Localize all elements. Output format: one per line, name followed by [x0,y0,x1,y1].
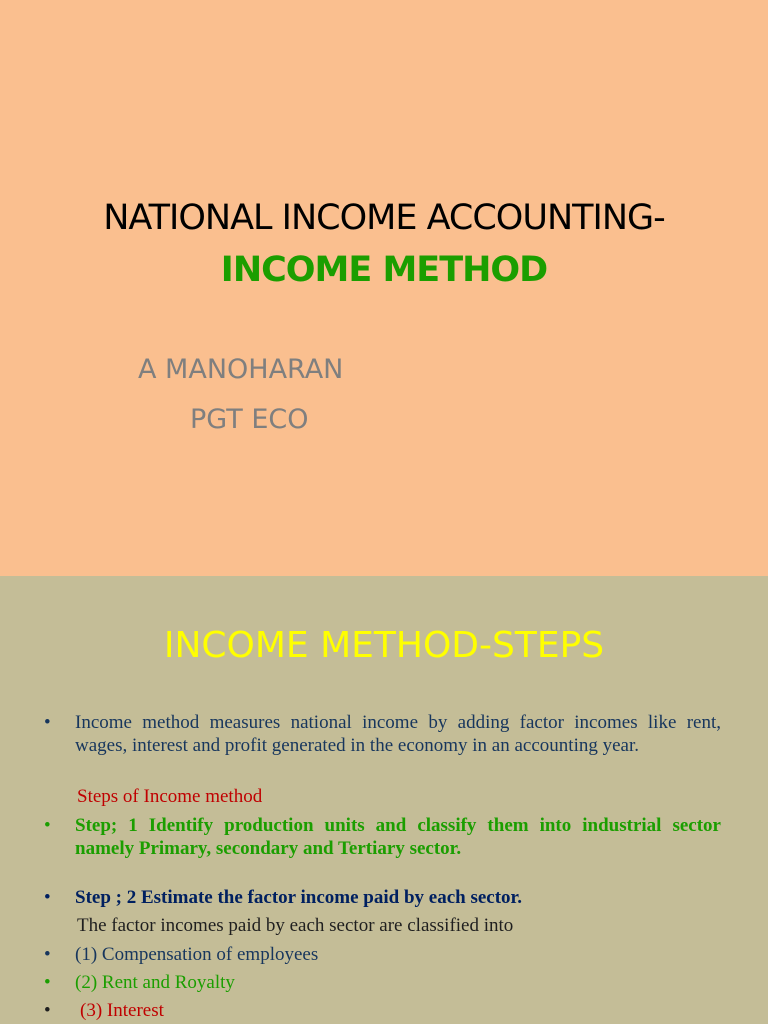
slide-title [0,192,768,296]
author-name: A MANOHARAN [138,354,344,385]
factor-item-2: (2) Rent and Royalty [75,972,235,993]
factor-item-1: (1) Compensation of employees [75,944,319,965]
bullet-icon: • [44,712,51,733]
bullet-icon: • [44,815,51,836]
bullet-icon: • [44,887,51,908]
title-line-2: INCOME METHOD [220,250,548,290]
steps-label: Steps of Income method [77,786,263,807]
steps-heading: INCOME METHOD-STEPS [163,625,605,666]
bullet-icon: • [44,944,51,965]
factor-item-3: (3) Interest [80,1000,164,1021]
step-1: Step; 1 Identify production units and classify them into industrial sector namely Primary, secondary and Tertiary sector. [75,815,721,859]
bullet-icon: • [44,1000,51,1021]
step-2: Step ; 2 Estimate the factor income paid by each sector. [75,887,522,908]
intro-paragraph: Income method measures national income by adding factor incomes like rent, wages, interest and profit generated in the economy in an accounting year. [75,712,721,756]
factor-intro: The factor incomes paid by each sector are classified into [77,915,514,936]
title-line-1: NATIONAL INCOME ACCOUNTING- [103,198,665,238]
author-role: PGT ECO [190,404,309,435]
bullet-icon: • [44,972,51,993]
